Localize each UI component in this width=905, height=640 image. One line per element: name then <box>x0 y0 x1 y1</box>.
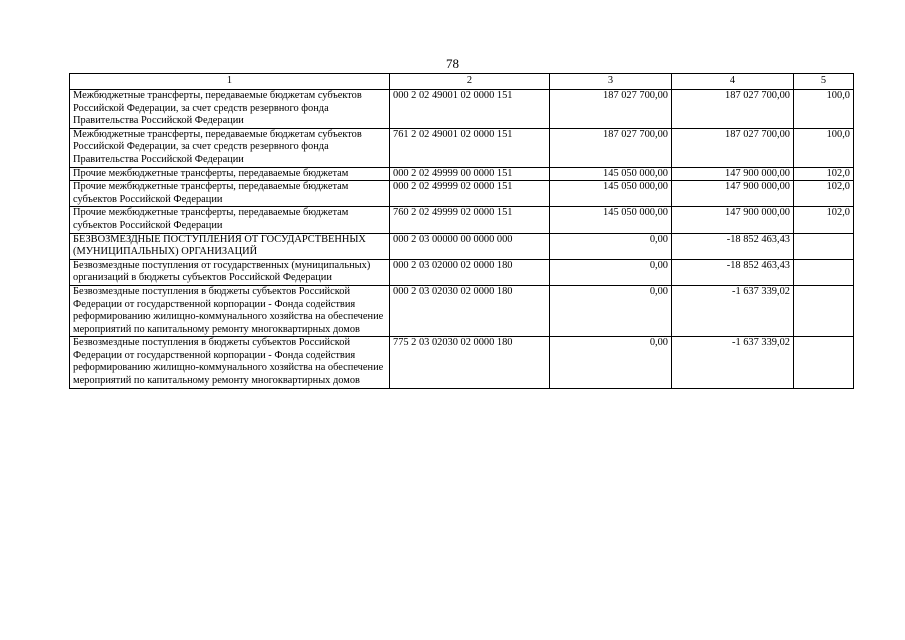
row-percent: 102,0 <box>794 181 854 207</box>
row-code: 000 2 02 49999 00 0000 151 <box>390 167 550 181</box>
table-row <box>70 337 854 388</box>
table-row <box>70 233 854 259</box>
table-row <box>70 285 854 336</box>
row-percent <box>794 337 854 388</box>
row-fact: 147 900 000,00 <box>672 181 794 207</box>
row-percent: 100,0 <box>794 128 854 167</box>
table-row <box>70 259 854 285</box>
row-fact: 187 027 700,00 <box>672 90 794 129</box>
row-fact: -18 852 463,43 <box>672 233 794 259</box>
header-col-3: 3 <box>550 74 672 90</box>
row-fact: -1 637 339,02 <box>672 285 794 336</box>
row-name: Прочие межбюджетные трансферты, передаваемые бюджетам <box>70 167 390 181</box>
row-code: 775 2 03 02030 02 0000 180 <box>390 337 550 388</box>
row-name: Прочие межбюджетные трансферты, передаваемые бюджетам субъектов Российской Федерации <box>70 207 390 233</box>
row-code: 000 2 03 00000 00 0000 000 <box>390 233 550 259</box>
row-percent: 102,0 <box>794 207 854 233</box>
row-percent: 102,0 <box>794 167 854 181</box>
row-name: Безвозмездные поступления в бюджеты субъектов Российской Федерации от государственной корпорации - Фонда содействия реформированию жилищно-коммунального хозяйства на обеспечение мероприятий по капитальному ремонту многоквартирных домов <box>70 337 390 388</box>
row-plan: 0,00 <box>550 285 672 336</box>
row-percent <box>794 259 854 285</box>
row-code: 000 2 03 02030 02 0000 180 <box>390 285 550 336</box>
row-plan: 187 027 700,00 <box>550 90 672 129</box>
page-number: 78 <box>446 56 459 71</box>
row-code: 000 2 02 49999 02 0000 151 <box>390 181 550 207</box>
row-name: Межбюджетные трансферты, передаваемые бюджетам субъектов Российской Федерации, за счет средств резервного фонда Правительства Российской Федерации <box>70 128 390 167</box>
header-row <box>70 74 854 90</box>
row-name: Прочие межбюджетные трансферты, передаваемые бюджетам субъектов Российской Федерации <box>70 181 390 207</box>
header-col-5: 5 <box>794 74 854 90</box>
row-name: Межбюджетные трансферты, передаваемые бюджетам субъектов Российской Федерации, за счет средств резервного фонда Правительства Российской Федерации <box>70 90 390 129</box>
row-code: 760 2 02 49999 02 0000 151 <box>390 207 550 233</box>
row-code: 000 2 02 49001 02 0000 151 <box>390 90 550 129</box>
table-row <box>70 167 854 181</box>
row-code: 000 2 03 02000 02 0000 180 <box>390 259 550 285</box>
header-col-1: 1 <box>70 74 390 90</box>
row-percent: 100,0 <box>794 90 854 129</box>
header-col-4: 4 <box>672 74 794 90</box>
row-fact: -18 852 463,43 <box>672 259 794 285</box>
table-row <box>70 181 854 207</box>
row-name: Безвозмездные поступления от государственных (муниципальных) организаций в бюджеты субъектов Российской Федерации <box>70 259 390 285</box>
row-plan: 0,00 <box>550 233 672 259</box>
table-row <box>70 90 854 129</box>
row-plan: 145 050 000,00 <box>550 207 672 233</box>
row-percent <box>794 285 854 336</box>
row-percent <box>794 233 854 259</box>
budget-table <box>69 73 854 389</box>
row-plan: 0,00 <box>550 259 672 285</box>
row-name: Безвозмездные поступления в бюджеты субъектов Российской Федерации от государственной корпорации - Фонда содействия реформированию жилищно-коммунального хозяйства на обеспечение мероприятий по капитальному ремонту многоквартирных домов <box>70 285 390 336</box>
row-name: БЕЗВОЗМЕЗДНЫЕ ПОСТУПЛЕНИЯ ОТ ГОСУДАРСТВЕННЫХ (МУНИЦИПАЛЬНЫХ) ОРГАНИЗАЦИЙ <box>70 233 390 259</box>
table-row <box>70 207 854 233</box>
row-plan: 187 027 700,00 <box>550 128 672 167</box>
row-plan: 145 050 000,00 <box>550 167 672 181</box>
row-plan: 145 050 000,00 <box>550 181 672 207</box>
row-fact: 187 027 700,00 <box>672 128 794 167</box>
row-fact: 147 900 000,00 <box>672 167 794 181</box>
header-col-2: 2 <box>390 74 550 90</box>
row-fact: 147 900 000,00 <box>672 207 794 233</box>
table-row <box>70 128 854 167</box>
row-plan: 0,00 <box>550 337 672 388</box>
row-fact: -1 637 339,02 <box>672 337 794 388</box>
row-code: 761 2 02 49001 02 0000 151 <box>390 128 550 167</box>
